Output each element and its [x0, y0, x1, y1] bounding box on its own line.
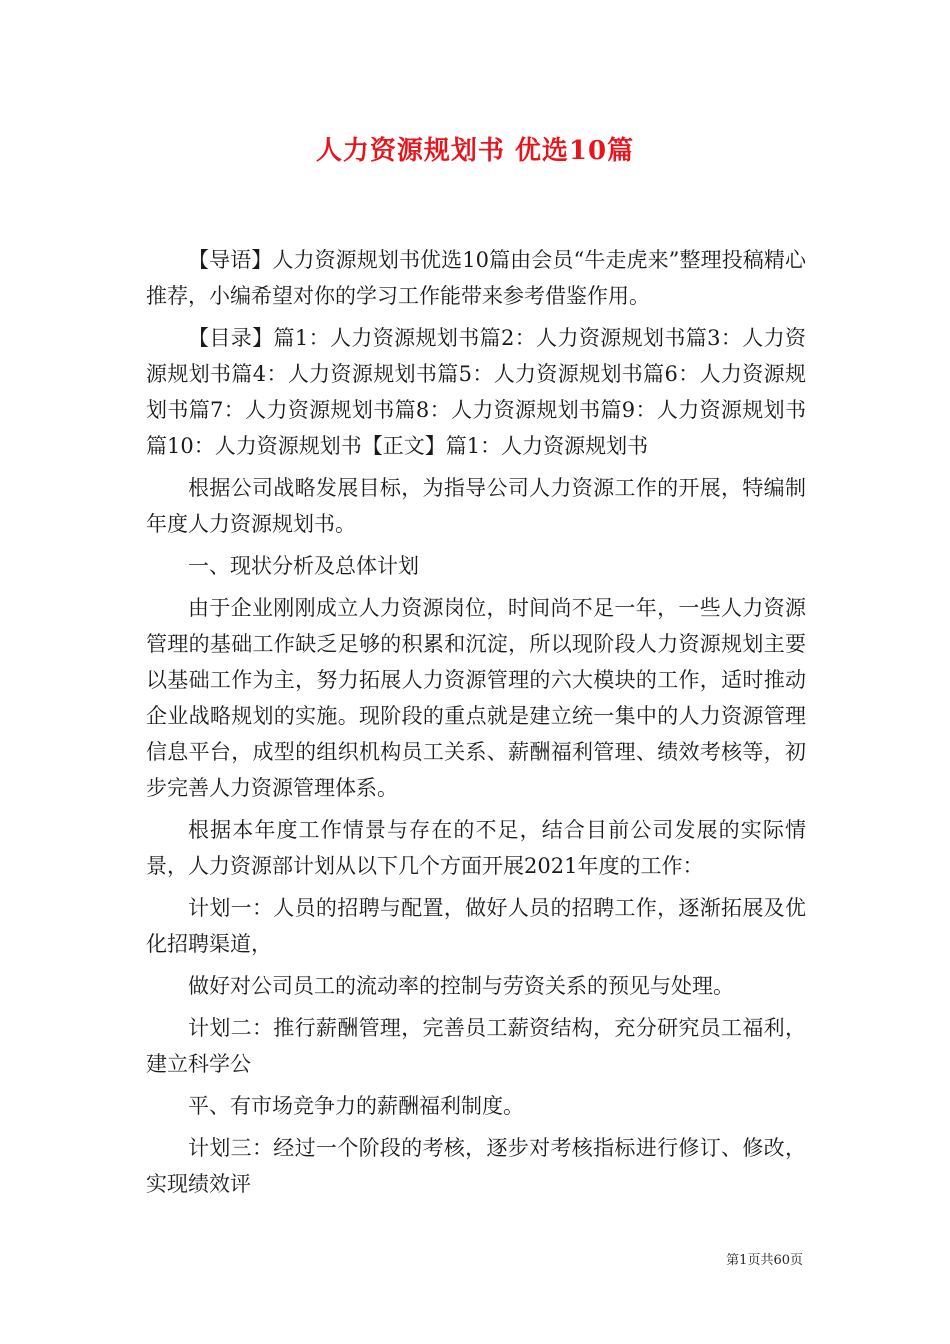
- paragraph: 计划二：推行薪酬管理，完善员工薪资结构，充分研究员工福利，建立科学公: [146, 1016, 806, 1076]
- page-number: 第1页共60页: [726, 1253, 803, 1268]
- section-heading: 一、现状分析及总体计划: [188, 554, 419, 578]
- paragraph: 根据公司战略发展目标，为指导公司人力资源工作的开展，特编制年度人力资源规划书。: [146, 476, 806, 536]
- paragraph-intro: 【导语】人力资源规划书优选10篇由会员“牛走虎来”整理投稿精心推荐，小编希望对你的学习工作能带来参考借鉴作用。: [146, 248, 806, 308]
- paragraph: 计划三：经过一个阶段的考核，逐步对考核指标进行修订、修改，实现绩效评: [146, 1136, 806, 1196]
- document-title: 人力资源规划书 优选10篇: [315, 136, 635, 166]
- paragraph-toc: 【目录】篇1：人力资源规划书篇2：人力资源规划书篇3：人力资源规划书篇4：人力资源规划书篇5：人力资源规划书篇6：人力资源规划书篇7：人力资源规划书篇8：人力资源规划书篇9：人力资源规划书篇10：人力资源规划书【正文】篇1：人力资源规划书: [146, 326, 806, 458]
- paragraph: 做好对公司员工的流动率的控制与劳资关系的预见与处理。: [188, 974, 734, 998]
- paragraph: 计划一：人员的招聘与配置，做好人员的招聘工作，逐渐拓展及优化招聘渠道，: [146, 896, 806, 956]
- document-body: [146, 242, 806, 1208]
- paragraph: 平、有市场竞争力的薪酬福利制度。: [188, 1094, 524, 1118]
- paragraph: 根据本年度工作情景与存在的不足，结合目前公司发展的实际情景，人力资源部计划从以下几个方面开展2021年度的工作：: [146, 818, 806, 878]
- paragraph: 由于企业刚刚成立人力资源岗位，时间尚不足一年，一些人力资源管理的基础工作缺乏足够的积累和沉淀，所以现阶段人力资源规划主要以基础工作为主，努力拓展人力资源管理的六大模块的工作，适时推动企业战略规划的实施。现阶段的重点就是建立统一集中的人力资源管理信息平台，成型的组织机构员工关系、薪酬福利管理、绩效考核等，初步完善人力资源管理体系。: [146, 596, 806, 800]
